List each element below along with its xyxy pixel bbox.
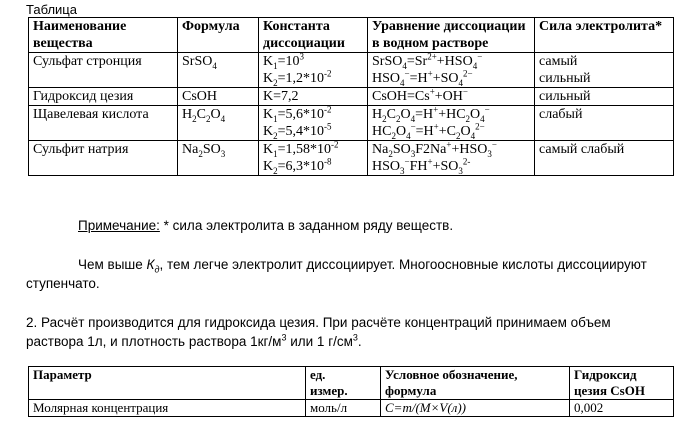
strength-cell: самый сильный bbox=[535, 53, 674, 88]
header-substance: Наименование вещества bbox=[29, 18, 178, 53]
substance-cell: Сульфит натрия bbox=[29, 141, 178, 176]
formula-cell: $H_2C_2O_4$ bbox=[178, 106, 259, 141]
constant-cell: $K_1=10^3$ $K_2=1,2*10^{-2}$ bbox=[259, 53, 368, 88]
header-formula: Формула bbox=[178, 18, 259, 53]
formula-cell: CsOH bbox=[178, 88, 259, 106]
header-cesium-hydroxide: Гидроксид цезия CsOH bbox=[570, 367, 674, 400]
parameters-table bbox=[28, 366, 674, 417]
constant-cell: $K_1=1,58*10^{-2}$ $K_2=6,3*10^{-8}$ bbox=[259, 141, 368, 176]
equation-cell: $H_2C_2O_4=H^++HC_2O_4^-$ $HC_2O_4^-=H^++C_2O_4^{2-}$ bbox=[368, 106, 535, 141]
strength-cell: слабый bbox=[535, 106, 674, 141]
note-label: Примечание: bbox=[78, 218, 160, 233]
formula-cell: $Na_2SO_3$ bbox=[178, 141, 259, 176]
strength-cell: сильный bbox=[535, 88, 674, 106]
table-row bbox=[29, 141, 674, 176]
constant-cell: K=7,2 bbox=[259, 88, 368, 106]
paragraph-2: 2. Расчёт производится для гидроксида цезия. При расчёте концентраций принимаем объем раствора 1л, и плотность раствора $1кг/м^3$ или 1 $г/см^3$. bbox=[26, 315, 611, 349]
equation-cell: $Na_2SO_3F2Na^++HSO_3^-$ $HSO_3^-FH^++SO_3^{2-}$ bbox=[368, 141, 535, 176]
unit-cell: моль/л bbox=[306, 400, 381, 417]
substance-cell: Гидроксид цезия bbox=[29, 88, 178, 106]
table-row bbox=[29, 400, 674, 417]
table-header-row bbox=[29, 18, 674, 53]
paragraph-1-cont: ступенчато. bbox=[26, 276, 100, 291]
table-row bbox=[29, 53, 674, 88]
table-row bbox=[29, 88, 674, 106]
substance-cell: Сульфат стронция bbox=[29, 53, 178, 88]
equation-cell: CsOH=Cs++OH− bbox=[368, 88, 535, 106]
note bbox=[78, 218, 453, 233]
constant-cell: $K_1=5,6*10^{-2}$ $K_2=5,4*10^{-5}$ bbox=[259, 106, 368, 141]
table-row bbox=[29, 106, 674, 141]
strength-cell: самый слабый bbox=[535, 141, 674, 176]
header-equation: Уравнение диссоциации в водном растворе bbox=[368, 18, 535, 53]
note-text: * сила электролита в заданном ряду веществ. bbox=[159, 218, 454, 233]
notation-cell: C=m/(M×V(л)) bbox=[381, 400, 570, 417]
table2-header-row bbox=[29, 367, 674, 400]
substance-cell: Щавелевая кислота bbox=[29, 106, 178, 141]
formula-cell: SrSO$_4$ bbox=[178, 53, 259, 88]
dissociation-table bbox=[28, 17, 674, 176]
header-constant: Константа диссоциации bbox=[259, 18, 368, 53]
header-unit: ед. измер. bbox=[306, 367, 381, 400]
value-cell: 0,002 bbox=[570, 400, 674, 417]
paragraph-1: Чем выше $К_д$, тем легче электролит диссоциирует. Многоосновные кислоты диссоциируют bbox=[78, 257, 647, 275]
header-parameter: Параметр bbox=[29, 367, 306, 400]
table-caption: Таблица bbox=[26, 2, 77, 17]
equation-cell: $SrSO_4=Sr^{2+}+HSO_4^-$ $HSO_4^-=H^++SO_4^{2-}$ bbox=[368, 53, 535, 88]
parameter-cell: Молярная концентрация bbox=[29, 400, 306, 417]
header-notation: Условное обозначение, формула bbox=[381, 367, 570, 400]
header-strength: Сила электролита* bbox=[535, 18, 674, 53]
